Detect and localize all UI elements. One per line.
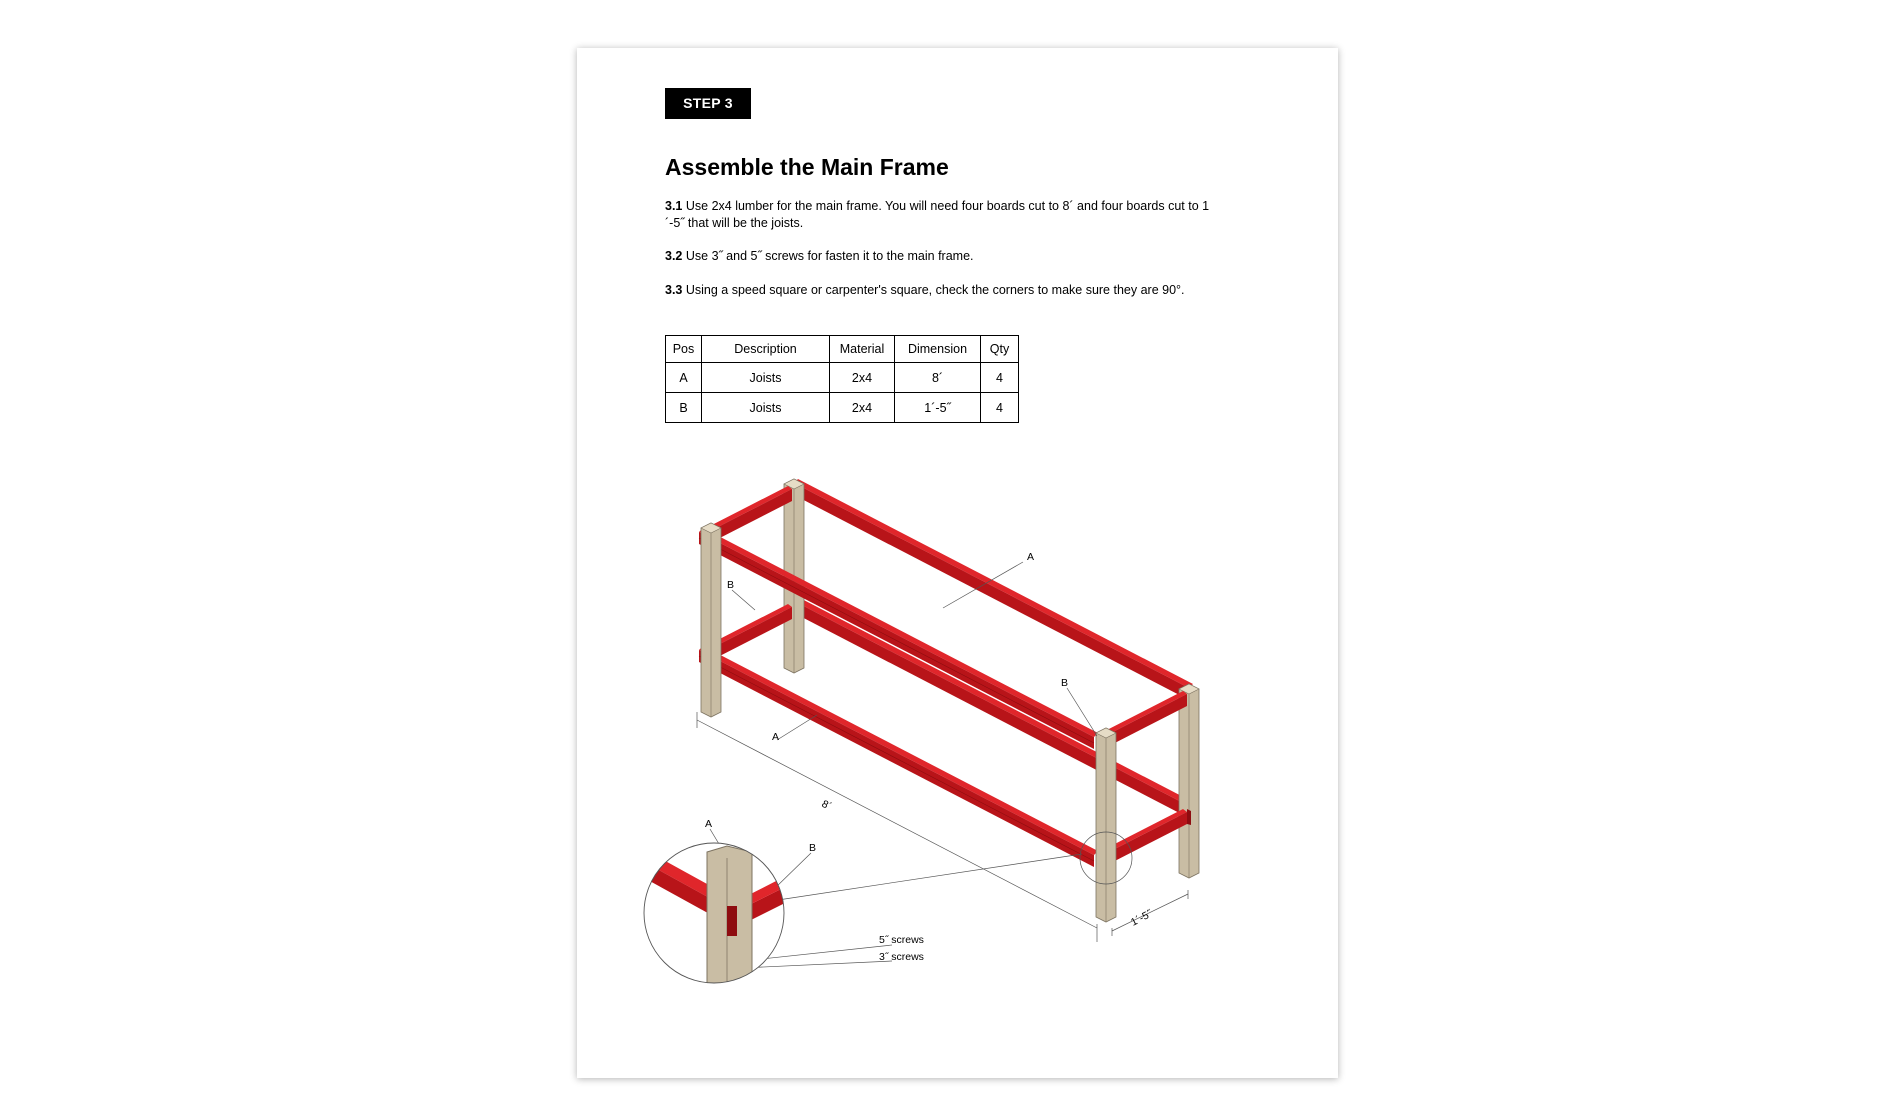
detail-view: [637, 843, 827, 1014]
callout-5-inch-screws: 5˝ screws: [879, 934, 924, 946]
column-header: Pos: [666, 336, 702, 363]
table-cell: Joists: [702, 363, 830, 393]
dimension-width: 1´-5˝: [1128, 907, 1155, 929]
label-a-bottom: A: [772, 731, 780, 743]
joist-a-bottom-front: [699, 646, 1098, 867]
callout-3-inch-screws: 3˝ screws: [879, 951, 924, 963]
dimension-length: 8´: [819, 797, 834, 813]
table-cell: 1´-5˝: [895, 393, 981, 423]
label-b-left: B: [727, 579, 735, 591]
column-header: Qty: [981, 336, 1019, 363]
document-page: [577, 48, 1338, 1078]
table-cell: A: [666, 363, 702, 393]
frame-assembly-drawing: [577, 48, 1338, 1078]
instruction-number: 3.3: [665, 283, 683, 297]
column-header: Dimension: [895, 336, 981, 363]
table-cell: 4: [981, 363, 1019, 393]
label-b-right: B: [1061, 677, 1069, 689]
table-cell: 2x4: [830, 363, 895, 393]
page-title: Assemble the Main Frame: [665, 154, 949, 180]
label-a-detail: A: [705, 818, 713, 830]
column-header: Material: [830, 336, 895, 363]
joist-a-bottom-back: [794, 597, 1193, 818]
column-header: Description: [702, 336, 830, 363]
post-back-right: [1179, 684, 1199, 878]
table-cell: B: [666, 393, 702, 423]
step-badge: STEP 3: [665, 88, 751, 119]
instruction-text: Use 2x4 lumber for the main frame. You will need four boards cut to 8´ and four boards cut to 1´-5˝ that will be the joists.: [665, 199, 1210, 230]
label-a-top: A: [1027, 551, 1035, 563]
joist-a-top-back: [794, 479, 1193, 700]
instruction-text: Using a speed square or carpenter's square, check the corners to make sure they are 90°.: [685, 283, 1185, 297]
table-cell: Joists: [702, 393, 830, 423]
post-front-right: [1096, 728, 1116, 922]
label-b-detail: B: [809, 842, 817, 854]
instruction-number: 3.1: [665, 199, 683, 213]
table-cell: 2x4: [830, 393, 895, 423]
joist-a-top-front: [699, 528, 1098, 749]
instruction-text: Use 3˝ and 5˝ screws for fasten it to the main frame.: [685, 249, 974, 263]
table-cell: 8´: [895, 363, 981, 393]
post-front-left: [701, 523, 721, 717]
table-cell: 4: [981, 393, 1019, 423]
instruction-number: 3.2: [665, 249, 683, 263]
